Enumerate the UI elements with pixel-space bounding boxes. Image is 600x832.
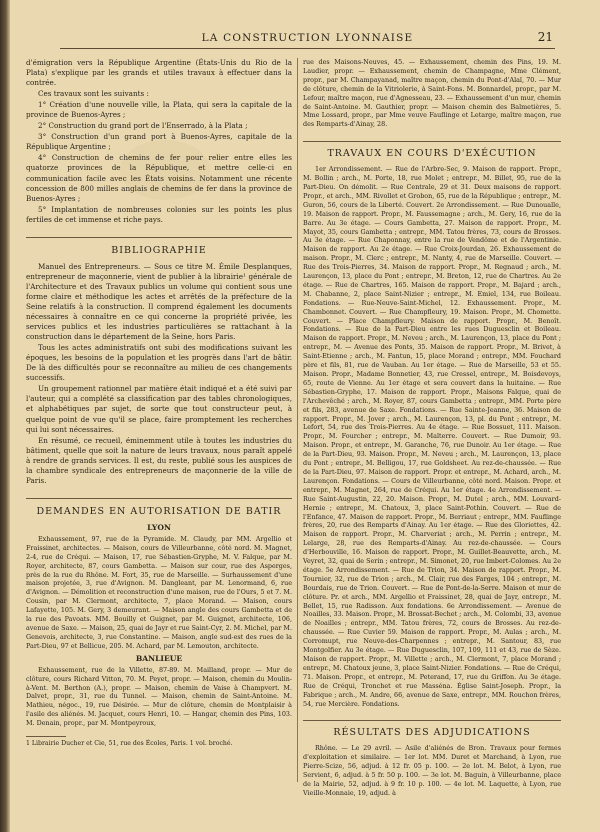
page-number: 21 — [537, 30, 553, 44]
lyon-subheading: LYON — [147, 522, 171, 532]
lyon-paragraph: Exhaussement, 97, rue de la Pyramide. M. Claudy, par MM. Argellio et Fraissinet, architectes. — Maison, cours de Villeurbanne, côté nord. M. Magnet, 2-4, rue de Créqui. — Maison, 17, rue Sébastien-Gryphe, M. V. Falque, par M. Royer, architecte, 87, cours Gambetta. — Maison sur cour, rue des Asperges, près de la rue du Rhône. M. Fort, 35, rue de Marseille. — Surhaussement d'une maison projetée, 3, rue d'Avignon. M. Dangleant, par M. Lenormand, 6, rue d'Avignon. — Démolition et reconstruction d'une maison, rue de l'Ours, 5 et 7. M. Cousin, par M. Clermont, architecte, 7, place Morand. — Maison, cours Lafayette, 105. M. Gery, 3 demeurant. — Maison angle des cours Gambetta et de la rue des Pavoats. MM. Bouilly et Guignet, par M. Guignet, architecte, 106, avenue de Saxe. — Maison, 25, quai de Jayr et rue Saint-Cyr, 2. M. Michel, par M. Genevois, architecte, 3, rue Constantine. — Maison, angle sud-est des rues de la Part-Dieu, 97 et Bellicue, 205. M. Achard, par M. Lemouton, architecte. — [26, 534, 292, 650]
biblio-paragraph: Manuel des Entrepreneurs. — Sous ce titre M. Émile Desplanques, entrepreneur de maçonnerie, vient de publier à la librairie¹ générale de l'Architecture et des Travaux publics un volume qui contient sous une forme claire et méthodique les actes et arrêtés de la préfecture de la Seine relatifs à la construction. Il comprend également les documents nécessaires à connaître en ce qui concerne la propriété privée, les services publics et les industries particulières se rattachant à la construction dans le département de la Seine, hors Paris. — [26, 261, 292, 342]
intro-paragraph: 1° Création d'une nouvelle ville, la Plata, qui sera la capitale de la province de Buenos-Ayres ; — [26, 100, 292, 120]
column-divider — [297, 58, 298, 782]
intro-paragraph: d'émigration vers la République Argentine (États-Unis du Rio de la Plata) s'explique par les grands et utiles travaux à effectuer dans la contrée. — [26, 58, 292, 88]
banlieue-subheading: BANLIEUE — [135, 653, 183, 663]
biblio-paragraph: En résumé, ce recueil, éminemment utile à toutes les industries du bâtiment, quelle que soit la nature de leurs travaux, nous paraît appelé à rendre de grands services. Il est, du reste, publié sous les auspices de la chambre syndicale des entrepreneurs de maçonnerie de la ville de Paris. — [26, 435, 292, 485]
biblio-paragraph: Tous les actes administratifs ont subi des modifications suivant les époques, les besoins de la population et les progrès dans l'art de bâtir. De là des difficultés pour se reconnaître au milieu de ces changements successifs. — [26, 343, 292, 383]
intro-paragraph: 3° Construction d'un grand port à Buenos-Ayres, capitale de la République Argentine ; — [26, 132, 292, 152]
left-column — [26, 58, 292, 750]
intro-paragraph: 5° Implantation de nombreuses colonies sur les points les plus fertiles de cet immense et riche pays. — [26, 204, 292, 224]
banlieue-paragraph: Exhaussement, rue de la Villette, 87-89. M. Mailland, propr. — Mur de clôture, cours Richard Vitton, 70. M. Peyet, propr. — Maison, chemin du Moulin-à-Vent. M. Berthon (A.), propr. — Maison, chemin de Vaise à Champvert. M. Dalvet, propr., 31, rue du Tunnel. — Maison, chemin de Saint-Antoine. M. Mathieu, négoc., 19, rue Désirée. — Mur de clôture, chemin de Montplaisir à l'asile des aliénés. M. Jacquet, cours Henri, 10. — Hangar, chemin des Pins, 103. M. Denain, propr., par M. Montpeyroux, — [26, 665, 292, 728]
travaux-paragraph: 1er Arrondissement. — Rue de l'Arbre-Sec, 9. Maison de rapport. Propr., M. Bollin ; arch., M. Porte, 18, rue Molet ; entrepr., M. Billet, 95, rue de la Part-Dieu. On démolit. — Rue Centrale, 29 et 31. Deux maisons de rapport. Propr., et arch., MM. Rivollet et Grobon, 65, rue de la République ; entrepr., M. Guron, 56, cours de la Liberté. Couvert. 2e Arrondissement. — Rue Dunoualle, 19. Maison de rapport. Propr., M. Faussemagne ; arch., M. Gery, 16, rue de la Barre. Au 3e étage. — Cours Gambetta, 27. Maison de rapport. Propr., M. Mayot, 35, cours Gambetta ; entrepr., MM. Tatou frères, 73, cours de Brosses. Au 3e étage. — Rue Chaponnay, entre la rue de Vendôme et de l'Argentinie. Maison de rapport. Au 2e étage. — Rue Croix-Jourdan, 26. Exhaussement de maison. Propr., M. Clerc ; entrepr., M. Nanty, 4, rue de Marseille. Couvert. — Rue des Trois-Pierres, 34. Maison de rapport. Propr., M. Regnaud ; arch., M. Laurençon, 13, place du Pont ; entrepr., M. Breton, 12, rue de Chartres. Au 2e étage. — Rue de Chartres, 165. Maison de rapport. Propr., M. Bajard ; arch., M. Chabanne, 2, place Saint-Nizier ; entrepr., M. Emiel, 134, rue Boileau. Fondations. — Rue-Neuve-Saint-Michel, 12. Exhaussement. Propr., M. Chambonnet. Couvert. — Rue Champfleury, 19. Maison. Propr., M. Chomette. Couvert. — Place Champfleury. Maison de rapport. Propr., M. Benoît. Fondations. — Rue de la Part-Dieu entre les rues Duguesclin et Boileau. Maison de rapport. Propr., M. Neveu ; arch., M. Laurençon, 13, place du Pont ; entrepr., M. — Avenue des Ponts, 35. Maison de rapport. Propr., M. Brivet, à Saint-Etienne ; arch., M. Fantun, 15, place Morand ; entrepr., MM. Fouchard père et fils, 81, rue de Vauban. Au 1er étage. — Rue de Marseille, 53 et 55. Maison. Propr., Madame Bonnetier, 43, rue Cressel, entrepr., M. Boisdevoys, 65, route de Vienne. Au 1er étage et sera couvert dans la huitaine. — Rue Sébastien-Gryphe, 17. Maison de rapport. Propr., Maisons Falque, quai de l'Archevêché ; arch., M. Royer, 87, cours Gambetta ; entrepr., MM. Porte père et fils, 283, avenue de Saxe. Fondations. — Rue Sainte-Jeanne, 36. Maison de rapport. Propr., M. Jover ; arch., M. Laurençon, 13, pl. du Pont ; entrepr., M. Lefort, 54, rue des Trois-Pierres. Au 4e étage. — Rue Bossuet, 111. Maison. Propr., M. Fourcher ; entrepr., M. Malterre. Couvert. — Rue Dumoir, 93. Maison. Propr., et entrepr., M. Garanche, 76, rue Dunoir. Au 1er étage. — Rue de la Part-Dieu, 93. Maison. Propr., M. Neveu ; arch., M. Laurençon, 13, place du Pont ; entrepr., M. Belligou, 17, rue Goldsheet. Au rez-de-chaussée. — Rue de la Part-Dieu, 97. Maison de rapport. Propr. et entrepr., M. Achard, arch., M. Laurençon. Fondations. — Cours de Villeurbanne, côté nord. Maison. Propr. et entrepr., M. Magnet, 264, rue de Créqui. Au 1er étage. 4e Arrondissement. — Rue Saint-Augustin, 22, 20. Maison. Propr., M. Dutel ; arch., MM. Louvard-Hernie ; entrepr., M. Chatoux, 3, place Saint-Pothin. Couvert. — Rue de l'Enfance, 47. Maison de rapport. Propr., M. Berriaut ; entrepr., MM. Fauflinge frères, 20, rue des Remparts d'Ainay. Au 1er étage. — Rue des Gloriettes, 42. Maison de rapport. Propr., M. Charveriat ; arch., M. Perrin ; entrepr., M. Lelarge, 28, rue des Remparts-d'Ainay. Au rez-de-chaussée. — Cours d'Herbouville, 16. Maison de rapport. Propr., M. Guillet-Beauvette, arch., M. Veyret, 32, quai de Serin ; entrepr., M. Simonet, 20, rue Imbert-Colomes. Au 2e étage. 5e Arrondissement. — Rue de Trion, 34. Maison de rapport. Propr., M. Tournier, 32, rue de Trion ; arch., M. Clair, rue des Farges, 104 ; entrepr., M. Bourdais, rue de Trion. Couvert. — Rue de Pont-de-la-Serre. Maison et mur de clôture. Pr. et arch., MM. Argellio et Fraissinet, 28, quai de Jayr, entrepr., M. Bellet, 15, rue Radisson. Aux fondations. 6e Arrondissement. — Avenue de Noailles, 33. Maison. Propr., M. Brossat-Bechet ; arch., M. Colombi, 33, avenue de Noailles ; entrepr., MM. Tatou frères, 72, cours de Brosses. Au rez-de-chaussée. — Rue Cuvier 59. Maison de rapport. Propr., M. Aulas ; arch., M. Corromupt, rue Neuve-des-Charpennes ; entrepr., M. Santour, 83, rue Montgolfier. Au 3e étage. — Rue Duguesclin, 107, 109, 111 et 43, rue de Sèze. Maison de rapport. Propr., M. Villette ; arch., M. Clermont, 7, place Morand ; entrepr., M. Chatoux jeune, 3, place Saint-Nizier. Fondations. — Rue de Créqui, 71. Maison. Propr., et entrepr., M. Peterand, 17, rue du Griffon. Au 3e étage. Rue de Créqui, Tronchet et rue Masséna. Église Saint-Joseph. Propr., la Fabrique ; arch., M. Andre, 66, avenue de Saxe, entrepr., MM. Rouchon frères, 54, rue Mercière. Fondations. — [303, 165, 561, 708]
right-column — [303, 58, 561, 799]
intro-paragraph: 2° Construction du grand port de l'Enserrado, à la Plata ; — [38, 121, 248, 131]
demandes-heading: DEMANDES EN AUTORISATION DE BATIR — [26, 498, 292, 517]
adjudications-paragraph: Rhône. — Le 29 avril. — Asile d'aliénés de Bron. Travaux pour fermes d'exploitation et similaire. — 1er lot. MM. Duret et Marchand, à Lyon, rue Pierre-Scize, 56, adjud. à 12 fr. 05 p. 100. — 2e lot. M. Belot, à Lyon, rue Servient, 6, adjud. à 5 fr. 50 p. 100. — 3e lot. M. Baguin, à Villeurbanne, place de la Mairie, 52, adjud. à 9 fr. 10 p. 100. — 4e lot. M. Laquette, à Lyon, rue Vieille-Monnaie, 19, adjud. à — [303, 744, 561, 797]
footnote-rule — [26, 736, 66, 737]
banlieue-continued: rue des Maisons-Neuves, 45. — Exhaussement, chemin des Pins, 19. M. Laudier, propr. — Exhaussement, chemin de Champagne, Mme Clément, propr., par M. Champayanad, maître maçon, chemin du Pont-d'Alaï, 70. — Mur de clôture, chemin de la Vitriolerie, à Saint-Fons. M. Bonnardel, propr., par M. Lefour, maître maçon, rue d'Agnesseau, 23. — Exhaussement d'un mur, chemin de Saint-Antoine. M. Gauthier, propr. — Maison chemin des Balmetières, 5. Mme Lossard, propr., par Mme veuve Fauflinge et Letarge, maître maçon, rue des Remparts-d'Ainay, 28. — [303, 58, 561, 129]
journal-title: LA CONSTRUCTION LYONNAISE — [201, 32, 414, 44]
intro-paragraph: 4° Construction de chemins de fer pour relier entre elles les quatorze provinces de la République, et mettre celle-ci en communication facile avec les États voisins. Notamment une récente concession de 800 milles anglais de chemins de fer dans la province de Buenos-Ayres ; — [26, 153, 292, 203]
bibliographie-heading: BIBLIOGRAPHIE — [26, 237, 292, 256]
adjudications-heading: RÉSULTATS DES ADJUDICATIONS — [303, 720, 561, 738]
biblio-paragraph: Un groupement rationnel par matière était indiqué et a été suivi par l'auteur, qui a complété sa classification par des tables chronologiques, et alphabétiques par sujet, de sorte que tout constructeur peut, à quelque point de vue qu'il se place, faire promptement les recherches qui lui sont nécessaires. — [26, 384, 292, 434]
intro-paragraph: Ces travaux sont les suivants : — [38, 89, 149, 99]
footnote: 1 Librairie Ducher et Cie, 51, rue des Écoles, Paris. 1 vol. broché. — [26, 740, 233, 748]
book-spine — [0, 0, 10, 832]
running-header — [60, 30, 555, 49]
travaux-heading: TRAVAUX EN COURS D'EXÉCUTION — [303, 141, 561, 159]
